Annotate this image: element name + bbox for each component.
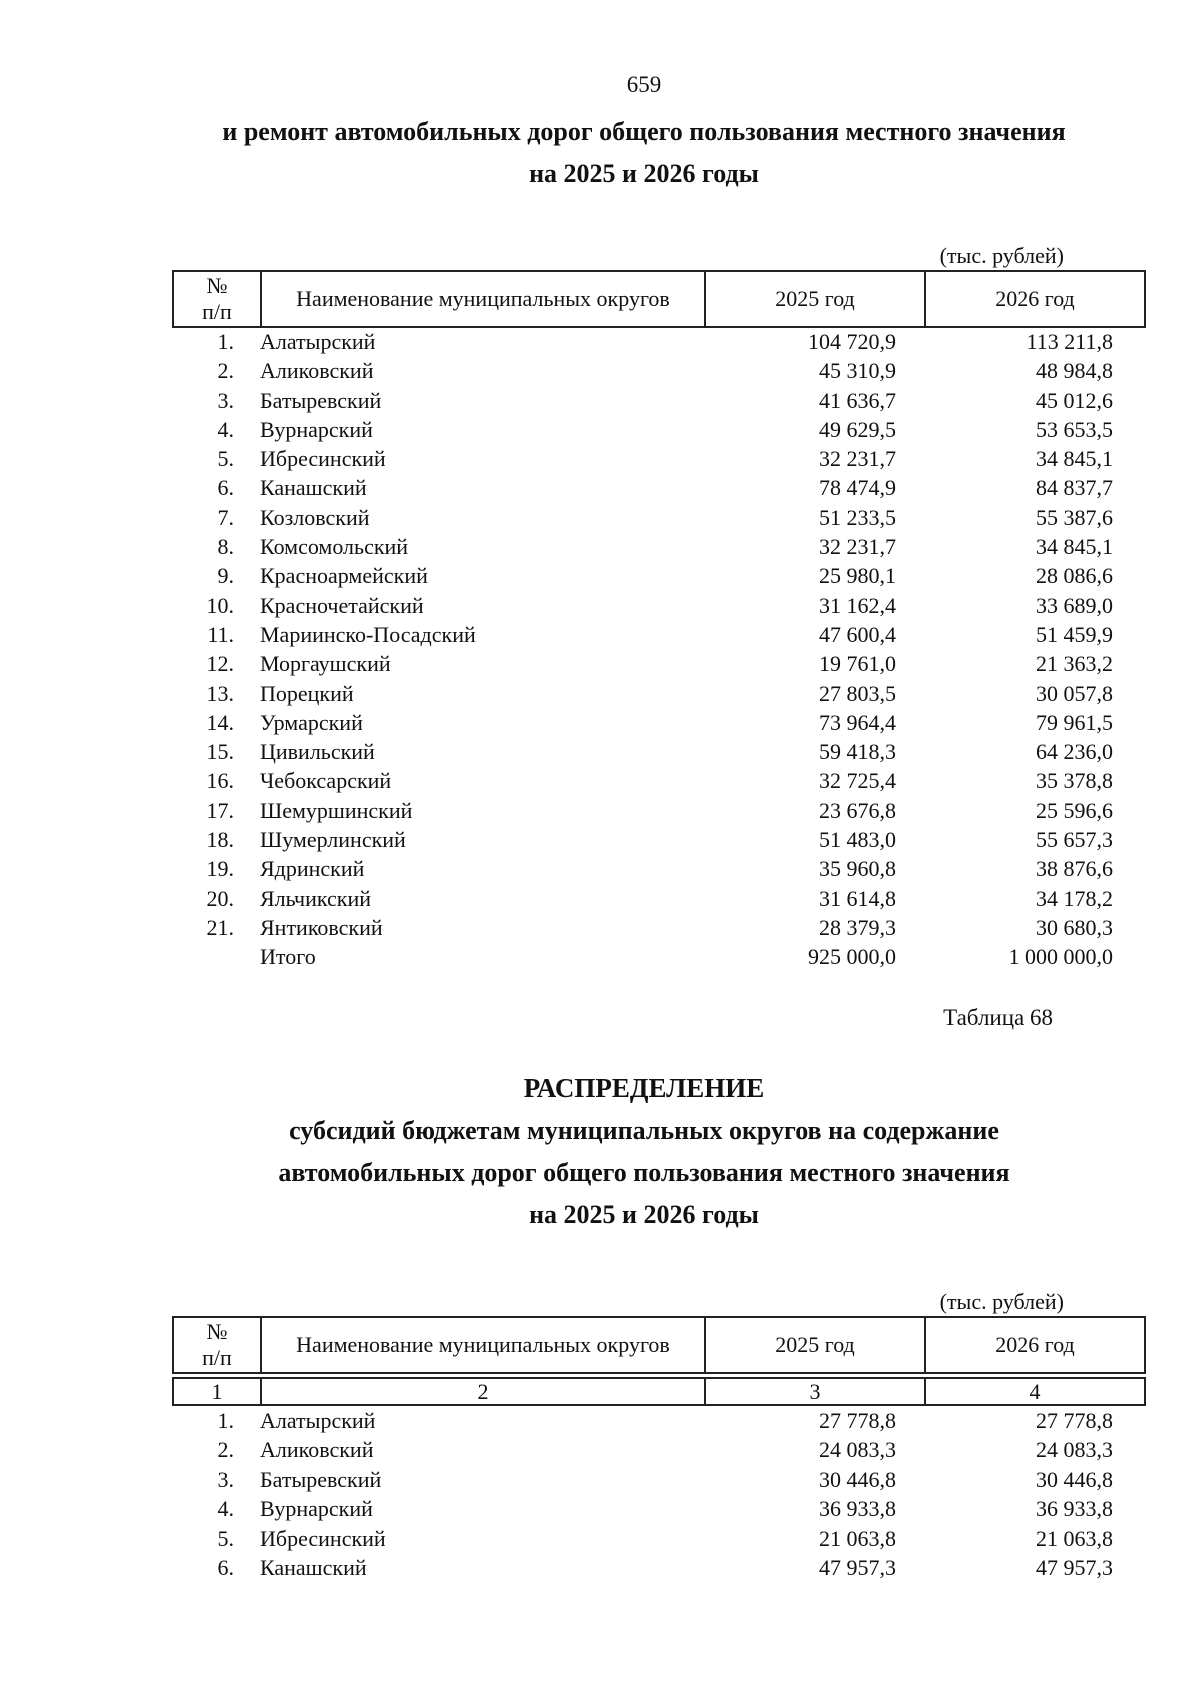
table-row bbox=[172, 620, 1113, 649]
value-2026: 21 063,8 bbox=[1036, 1525, 1113, 1551]
district-name: Аликовский bbox=[260, 1437, 374, 1463]
section2-subtitle-line1: субсидий бюджетам муниципальных округов на содержание bbox=[289, 1116, 999, 1145]
value-2025: 47 600,4 bbox=[819, 621, 896, 647]
section1-table-body bbox=[172, 327, 1113, 972]
table-row bbox=[172, 1553, 1113, 1582]
table-row bbox=[172, 1406, 1113, 1435]
district-name: Алатырский bbox=[260, 329, 376, 354]
header-2025: 2025 год bbox=[705, 271, 925, 327]
page-number: 659 bbox=[626, 72, 662, 97]
value-2026: 55 387,6 bbox=[1036, 504, 1113, 530]
value-2026: 33 689,0 bbox=[1036, 592, 1113, 618]
district-name: Аликовский bbox=[260, 358, 374, 384]
header-2026: 2026 год bbox=[925, 271, 1145, 327]
value-2026: 30 057,8 bbox=[1036, 680, 1113, 706]
table-row bbox=[172, 708, 1113, 737]
table-row bbox=[172, 913, 1113, 942]
row-number: 16. bbox=[206, 768, 234, 794]
district-name: Моргаушский bbox=[260, 651, 391, 677]
value-2026: 28 086,6 bbox=[1036, 563, 1113, 589]
row-number: 6. bbox=[217, 1554, 234, 1580]
district-name: Ядринский bbox=[260, 856, 365, 882]
section2-subtitle-line3: на 2025 и 2026 годы bbox=[529, 1200, 759, 1229]
value-2025: 32 725,4 bbox=[819, 768, 896, 794]
table-row bbox=[172, 561, 1113, 590]
section2-title: РАСПРЕДЕЛЕНИЕ bbox=[523, 1073, 765, 1103]
district-name: Янтиковский bbox=[260, 914, 383, 940]
row-number: 13. bbox=[206, 680, 234, 706]
row-number: 9. bbox=[217, 563, 234, 589]
district-name: Шемуршинский bbox=[260, 797, 413, 823]
column-number: 2 bbox=[261, 1378, 705, 1405]
value-2025: 35 960,8 bbox=[819, 856, 896, 882]
value-2025: 36 933,8 bbox=[819, 1496, 896, 1522]
header-name: Наименование муниципальных округов bbox=[261, 1317, 705, 1373]
value-2026: 34 845,1 bbox=[1036, 446, 1113, 472]
value-2025: 25 980,1 bbox=[819, 563, 896, 589]
district-name: Итого bbox=[260, 944, 316, 970]
table-row bbox=[172, 327, 1113, 356]
row-number: 12. bbox=[206, 651, 234, 677]
value-2025: 19 761,0 bbox=[819, 651, 896, 677]
value-2026: 27 778,8 bbox=[1036, 1408, 1113, 1433]
district-name: Батыревский bbox=[260, 387, 382, 413]
value-2025: 104 720,9 bbox=[808, 329, 896, 354]
value-2026: 36 933,8 bbox=[1036, 1496, 1113, 1522]
district-name: Красноармейский bbox=[260, 563, 428, 589]
value-2026: 30 680,3 bbox=[1036, 914, 1113, 940]
value-2026: 64 236,0 bbox=[1036, 739, 1113, 765]
table-row bbox=[172, 503, 1113, 532]
district-name: Алатырский bbox=[260, 1408, 376, 1433]
value-2025: 51 483,0 bbox=[819, 827, 896, 853]
header-num-line1: № bbox=[206, 273, 228, 298]
section2-units: (тыс. рублей) bbox=[939, 1289, 1064, 1314]
district-name: Шумерлинский bbox=[260, 827, 406, 853]
value-2026: 35 378,8 bbox=[1036, 768, 1113, 794]
row-number: 3. bbox=[217, 1466, 234, 1492]
row-number: 2. bbox=[217, 1437, 234, 1463]
header-num-line2: п/п bbox=[202, 1345, 232, 1370]
value-2026: 38 876,6 bbox=[1036, 856, 1113, 882]
value-2025: 47 957,3 bbox=[819, 1554, 896, 1580]
value-2025: 21 063,8 bbox=[819, 1525, 896, 1551]
district-name: Козловский bbox=[260, 504, 370, 530]
value-2026: 30 446,8 bbox=[1036, 1466, 1113, 1492]
header-2025: 2025 год bbox=[705, 1317, 925, 1373]
value-2026: 45 012,6 bbox=[1036, 387, 1113, 413]
value-2026: 51 459,9 bbox=[1036, 621, 1113, 647]
table-row bbox=[172, 854, 1113, 883]
table-row bbox=[172, 415, 1113, 444]
row-number: 3. bbox=[217, 387, 234, 413]
row-number: 8. bbox=[217, 534, 234, 560]
section2-table-body bbox=[172, 1406, 1113, 1582]
row-number: 14. bbox=[206, 709, 234, 735]
header-num bbox=[173, 1317, 261, 1373]
value-2025: 45 310,9 bbox=[819, 358, 896, 384]
value-2026: 53 653,5 bbox=[1036, 416, 1113, 442]
section1-title-line1: и ремонт автомобильных дорог общего пользования местного значения bbox=[222, 117, 1066, 146]
section1-table-header bbox=[172, 270, 1146, 328]
value-2025: 78 474,9 bbox=[819, 475, 896, 501]
row-number: 15. bbox=[206, 739, 234, 765]
table-row bbox=[172, 766, 1113, 795]
section1-units: (тыс. рублей) bbox=[939, 243, 1064, 268]
table-row bbox=[172, 532, 1113, 561]
district-name: Урмарский bbox=[260, 709, 363, 735]
value-2026: 48 984,8 bbox=[1036, 358, 1113, 384]
row-number: 4. bbox=[217, 416, 234, 442]
row-number: 1. bbox=[217, 329, 234, 354]
district-name: Батыревский bbox=[260, 1466, 382, 1492]
header-num-line2: п/п bbox=[202, 299, 232, 324]
row-number: 17. bbox=[206, 797, 234, 823]
district-name: Комсомольский bbox=[260, 534, 409, 560]
value-2026: 34 845,1 bbox=[1036, 534, 1113, 560]
row-number bbox=[172, 942, 234, 971]
row-number: 2. bbox=[217, 358, 234, 384]
total-row bbox=[172, 942, 1113, 971]
table-row bbox=[172, 591, 1113, 620]
header-num bbox=[173, 271, 261, 327]
table-row bbox=[172, 1524, 1113, 1553]
value-2026: 55 657,3 bbox=[1036, 827, 1113, 853]
district-name: Мариинско-Посадский bbox=[260, 621, 476, 647]
row-number: 19. bbox=[206, 856, 234, 882]
row-number: 11. bbox=[207, 621, 234, 647]
value-2025: 49 629,5 bbox=[819, 416, 896, 442]
district-name: Вурнарский bbox=[260, 416, 373, 442]
column-number: 4 bbox=[925, 1378, 1145, 1405]
value-2025: 73 964,4 bbox=[819, 709, 896, 735]
value-2025: 30 446,8 bbox=[819, 1466, 896, 1492]
table-row bbox=[172, 1494, 1113, 1523]
value-2025: 51 233,5 bbox=[819, 504, 896, 530]
table-row bbox=[172, 884, 1113, 913]
value-2026: 21 363,2 bbox=[1036, 651, 1113, 677]
value-2025: 32 231,7 bbox=[819, 534, 896, 560]
row-number: 6. bbox=[217, 475, 234, 501]
district-name: Ибресинский bbox=[260, 446, 386, 472]
header-name: Наименование муниципальных округов bbox=[261, 271, 705, 327]
section2-table-header bbox=[172, 1316, 1146, 1374]
value-2026: 47 957,3 bbox=[1036, 1554, 1113, 1580]
district-name: Порецкий bbox=[260, 680, 354, 706]
table-row bbox=[172, 473, 1113, 502]
row-number: 21. bbox=[206, 914, 234, 940]
row-number: 5. bbox=[217, 1525, 234, 1551]
district-name: Цивильский bbox=[260, 739, 375, 765]
table-row bbox=[172, 649, 1113, 678]
value-2025: 28 379,3 bbox=[819, 914, 896, 940]
row-number: 1. bbox=[217, 1408, 234, 1433]
column-number: 3 bbox=[705, 1378, 925, 1405]
district-name: Красночетайский bbox=[260, 592, 424, 618]
district-name: Чебоксарский bbox=[260, 768, 392, 794]
table-row bbox=[172, 356, 1113, 385]
header-num-line1: № bbox=[206, 1319, 228, 1344]
table-row bbox=[172, 679, 1113, 708]
value-2025: 24 083,3 bbox=[819, 1437, 896, 1463]
header-2026: 2026 год bbox=[925, 1317, 1145, 1373]
section2-column-numbers bbox=[172, 1377, 1146, 1406]
value-2025: 31 162,4 bbox=[819, 592, 896, 618]
row-number: 4. bbox=[217, 1496, 234, 1522]
table-row bbox=[172, 386, 1113, 415]
value-2026: 84 837,7 bbox=[1036, 475, 1113, 501]
value-2026: 113 211,8 bbox=[1026, 329, 1113, 354]
value-2025: 27 803,5 bbox=[819, 680, 896, 706]
row-number: 20. bbox=[206, 885, 234, 911]
value-2025: 32 231,7 bbox=[819, 446, 896, 472]
table-row bbox=[172, 796, 1113, 825]
district-name: Вурнарский bbox=[260, 1496, 373, 1522]
section1-title-line2: на 2025 и 2026 годы bbox=[529, 159, 759, 188]
value-2025: 27 778,8 bbox=[819, 1408, 896, 1433]
value-2025: 23 676,8 bbox=[819, 797, 896, 823]
district-name: Яльчикский bbox=[260, 885, 371, 911]
district-name: Ибресинский bbox=[260, 1525, 386, 1551]
value-2026: 1 000 000,0 bbox=[1008, 944, 1113, 970]
table-row bbox=[172, 1465, 1113, 1494]
value-2026: 24 083,3 bbox=[1036, 1437, 1113, 1463]
value-2025: 925 000,0 bbox=[808, 944, 896, 970]
section2-subtitle-line2: автомобильных дорог общего пользования местного значения bbox=[278, 1158, 1010, 1187]
value-2026: 34 178,2 bbox=[1036, 885, 1113, 911]
table-label: Таблица 68 bbox=[943, 1005, 1053, 1030]
table-row bbox=[172, 1435, 1113, 1464]
value-2026: 25 596,6 bbox=[1036, 797, 1113, 823]
table-row bbox=[172, 444, 1113, 473]
value-2025: 41 636,7 bbox=[819, 387, 896, 413]
value-2025: 31 614,8 bbox=[819, 885, 896, 911]
value-2025: 59 418,3 bbox=[819, 739, 896, 765]
row-number: 5. bbox=[217, 446, 234, 472]
row-number: 10. bbox=[206, 592, 234, 618]
district-name: Канашский bbox=[260, 1554, 367, 1580]
table-row bbox=[172, 737, 1113, 766]
value-2026: 79 961,5 bbox=[1036, 709, 1113, 735]
column-number: 1 bbox=[173, 1378, 261, 1405]
table-row bbox=[172, 825, 1113, 854]
row-number: 7. bbox=[217, 504, 234, 530]
row-number: 18. bbox=[206, 827, 234, 853]
district-name: Канашский bbox=[260, 475, 367, 501]
